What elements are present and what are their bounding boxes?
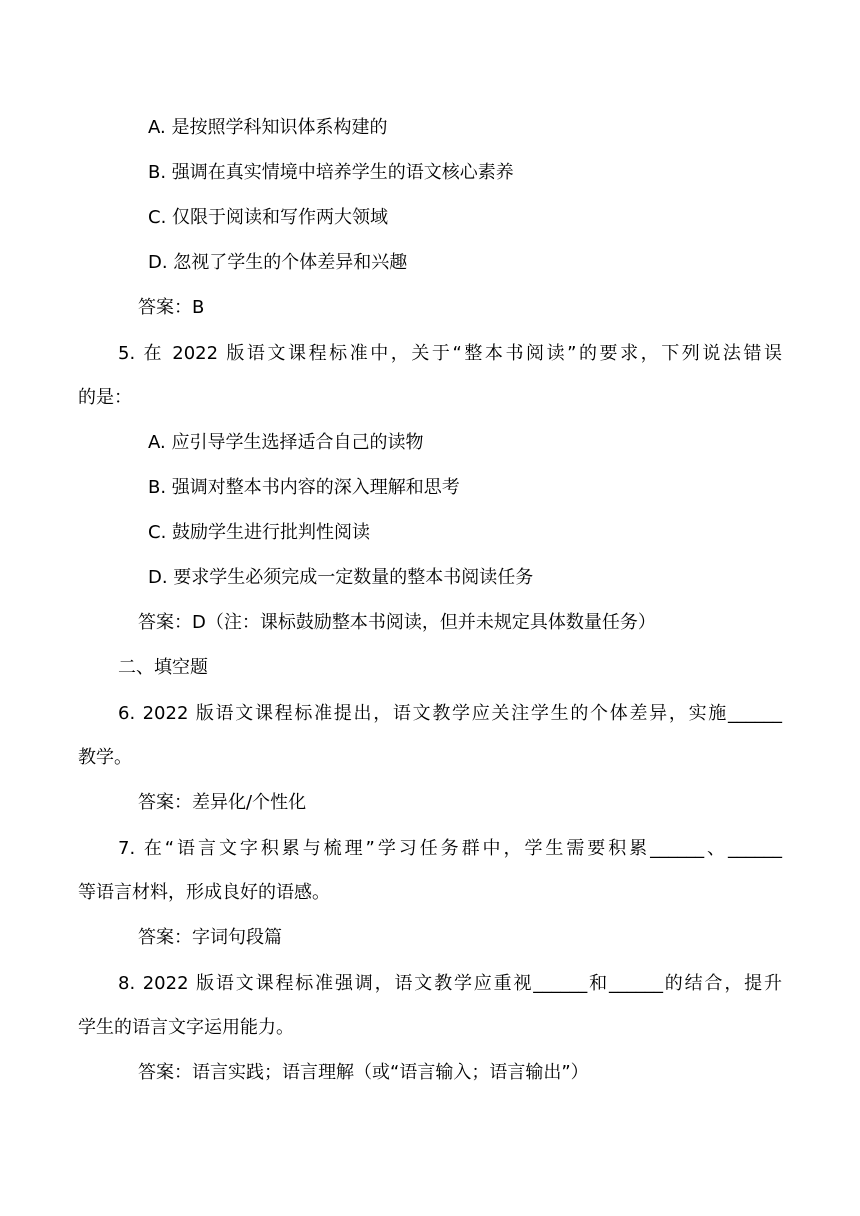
q4-option-d: D. 忽视了学生的个体差异和兴趣 xyxy=(148,252,408,273)
q6-answer: 答案：差异化/个性化 xyxy=(138,792,307,813)
q5-answer: 答案：D（注：课标鼓励整本书阅读，但并未规定具体数量任务） xyxy=(138,612,656,633)
q4-option-c: C. 仅限于阅读和写作两大领域 xyxy=(148,207,389,228)
q6-stem-line2: 教学。 xyxy=(78,747,132,768)
q5-option-c: C. 鼓励学生进行批判性阅读 xyxy=(148,522,371,543)
q5-stem-line1: 5. 在 2022 版语文课程标准中，关于“整本书阅读”的要求，下列说法错误 xyxy=(118,343,782,364)
q5-stem-line2: 的是： xyxy=(78,387,132,408)
q5-option-b: B. 强调对整本书内容的深入理解和思考 xyxy=(148,477,460,498)
section-title-fill-in: 二、填空题 xyxy=(118,657,208,678)
q5-option-d: D. 要求学生必须完成一定数量的整本书阅读任务 xyxy=(148,567,534,588)
q7-stem-line2: 等语言材料，形成良好的语感。 xyxy=(78,882,330,903)
q6-stem-line1: 6. 2022 版语文课程标准提出，语文教学应关注学生的个体差异，实施______ xyxy=(118,703,782,724)
q7-answer: 答案：字词句段篇 xyxy=(138,927,282,948)
q7-stem-line1: 7. 在“语言文字积累与梳理”学习任务群中，学生需要积累______、______ xyxy=(118,838,782,859)
q4-option-a: A. 是按照学科知识体系构建的 xyxy=(148,117,388,138)
q4-option-b: B. 强调在真实情境中培养学生的语文核心素养 xyxy=(148,162,514,183)
q8-stem-line1: 8. 2022 版语文课程标准强调，语文教学应重视______和______的结合，提升 xyxy=(118,973,782,994)
q5-option-a: A. 应引导学生选择适合自己的读物 xyxy=(148,432,424,453)
q4-answer: 答案：B xyxy=(138,297,205,318)
q8-answer: 答案：语言实践；语言理解（或“语言输入；语言输出”） xyxy=(138,1062,589,1083)
q8-stem-line2: 学生的语言文字运用能力。 xyxy=(78,1017,294,1038)
